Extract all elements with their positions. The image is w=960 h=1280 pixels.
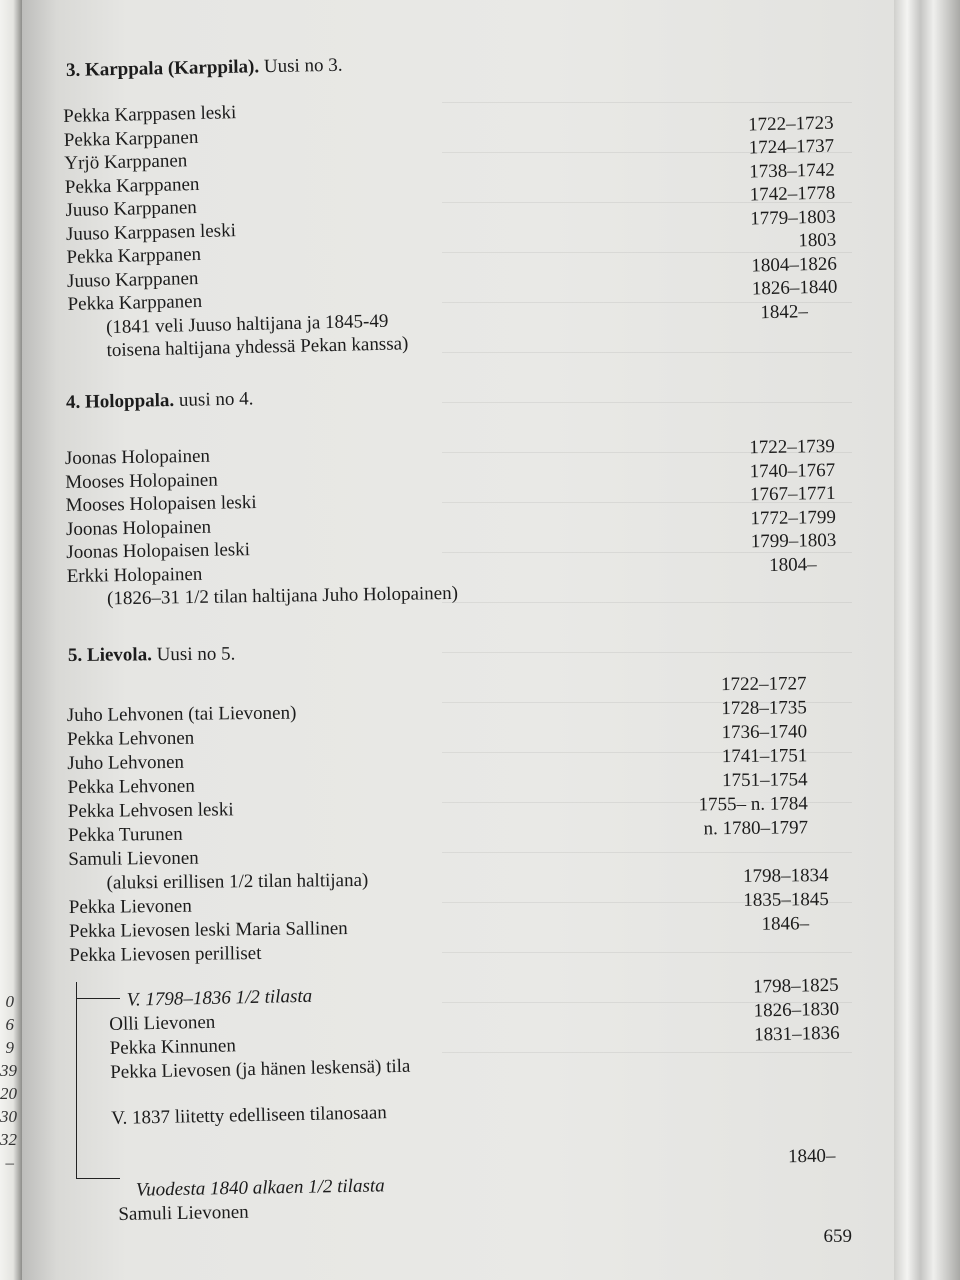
note-dates: 1798–1834 xyxy=(742,865,829,887)
holder-name: Olli Lievonen xyxy=(109,1011,216,1036)
margin-number: 39 xyxy=(0,1061,17,1080)
holder-dates: 1724–1737 xyxy=(748,135,835,159)
holder-name: Joonas Holopainen xyxy=(64,445,211,470)
margin-number: 30 xyxy=(0,1107,17,1126)
section-number: 5. xyxy=(67,644,83,666)
section-suffix: uusi no 4. xyxy=(178,388,254,411)
branch-note: V. 1837 liitetty edelliseen tilanosaan xyxy=(110,1102,387,1129)
holder-dates: 1846– xyxy=(761,913,810,935)
holder-name: Pekka Lievosen perilliset xyxy=(69,942,262,966)
holder-name: Pekka Karppanen xyxy=(66,243,202,268)
holder-dates: 1798–1825 xyxy=(752,974,839,998)
section-lievola xyxy=(68,645,888,969)
holder-dates: 1755– n. 1784 xyxy=(698,793,808,816)
margin-number: – xyxy=(5,1153,14,1172)
branch-b xyxy=(118,1145,878,1228)
holder-dates: 1742–1778 xyxy=(749,182,836,206)
holder-name: Pekka Lehvonen xyxy=(67,775,195,799)
holder-name: Juuso Karppanen xyxy=(65,197,198,222)
holder-name: Joonas Holopainen xyxy=(65,516,212,540)
holder-dates: 1767–1771 xyxy=(749,482,836,506)
branch-a-list xyxy=(109,975,842,1132)
holder-list xyxy=(66,673,859,969)
holder-dates: 1722–1739 xyxy=(749,435,835,459)
holder-name: Juuso Karppanen xyxy=(66,267,199,292)
holder-name: Pekka Karppanen xyxy=(63,126,199,151)
holder-dates: 1826–1840 xyxy=(751,276,838,300)
holder-name: Pekka Karppanen xyxy=(64,173,200,198)
holder-name: Mooses Holopaisen leski xyxy=(65,492,257,517)
holder-name: Pekka Karppanen xyxy=(67,290,203,315)
holder-dates: 1804– xyxy=(768,553,817,576)
branch-b-list xyxy=(117,1145,836,1228)
note-line: toisena haltijana yhdessä Pekan kanssa) xyxy=(106,333,409,362)
holder-dates: 1736–1740 xyxy=(721,721,808,744)
holder-dates: 1741–1751 xyxy=(721,745,808,768)
margin-number: 6 xyxy=(5,1015,14,1034)
margin-number: 9 xyxy=(5,1038,14,1057)
section-holoppala xyxy=(64,388,886,613)
holder-name: Pekka Lehvonen xyxy=(66,727,195,751)
branch-a xyxy=(109,974,870,1132)
holder-name: Pekka Lehvosen leski xyxy=(67,799,234,823)
holder-dates: 1803 xyxy=(798,229,837,252)
holder-dates: 1728–1735 xyxy=(721,697,807,720)
holder-name: Joonas Holopaisen leski xyxy=(66,539,251,563)
holder-dates: 1831–1836 xyxy=(753,1022,840,1046)
holder-dates: 1779–1803 xyxy=(750,206,837,229)
section-number: 3. xyxy=(65,59,81,81)
section-heading xyxy=(66,376,886,414)
note-dates: 1842– xyxy=(760,300,809,323)
section-name: Lievola. xyxy=(86,644,153,666)
holder-name: Mooses Holopainen xyxy=(65,469,218,493)
section-suffix: Uusi no 5. xyxy=(156,643,236,666)
holder-list xyxy=(65,435,887,612)
page-stack-edge xyxy=(894,0,960,1280)
holder-name: Juho Lehvonen xyxy=(67,751,185,775)
holder-dates: 1751–1754 xyxy=(721,769,808,792)
branch-connector xyxy=(76,1178,120,1179)
branch-bracket xyxy=(76,982,77,1178)
branch-title: Vuodesta 1840 alkaen 1/2 tilasta xyxy=(135,1175,385,1201)
note-line: (aluksi erillisen 1/2 tilan haltijana) xyxy=(106,869,369,894)
holder-name: Juuso Karppasen leski xyxy=(65,219,237,245)
holder-name: Pekka Karppasen leski xyxy=(63,102,237,128)
holder-name: Pekka Lievosen (ja hänen leskensä) tila xyxy=(110,1055,411,1083)
branch-dates: 1840– xyxy=(787,1145,836,1168)
holder-name: Pekka Kinnunen xyxy=(109,1035,237,1060)
page-content xyxy=(22,0,894,1280)
holder-dates: 1738–1742 xyxy=(748,159,835,182)
holder-dates: 1835–1845 xyxy=(743,889,829,911)
holder-name: Pekka Lievonen xyxy=(68,895,192,918)
margin-number: 32 xyxy=(0,1130,17,1149)
holder-dates: 1799–1803 xyxy=(750,529,837,553)
holder-dates: 1740–1767 xyxy=(749,459,836,482)
left-margin-numbers xyxy=(0,990,17,1174)
section-heading xyxy=(66,44,886,82)
margin-number: 20 xyxy=(0,1084,17,1103)
section-number: 4. xyxy=(65,391,81,413)
holder-name: Erkki Holopainen xyxy=(66,563,203,587)
holder-dates: 1722–1723 xyxy=(747,112,834,135)
margin-number: 0 xyxy=(5,992,14,1011)
branch-title: V. 1798–1836 1/2 tilasta xyxy=(126,985,313,1011)
holder-name: Yrjö Karppanen xyxy=(64,150,188,175)
section-name: Holoppala. xyxy=(84,389,175,413)
holder-name: Juho Lehvonen (tai Lievonen) xyxy=(66,702,297,727)
holder-list xyxy=(63,87,889,364)
holder-name: Samuli Lievonen xyxy=(118,1201,249,1225)
section-name: Karppala (Karppila). xyxy=(84,56,260,81)
left-page-edge xyxy=(0,0,22,1280)
section-heading xyxy=(68,638,888,667)
holder-dates: 1772–1799 xyxy=(750,506,837,529)
holder-name: Pekka Turunen xyxy=(68,823,183,846)
holder-dates: 1826–1830 xyxy=(753,998,840,1022)
note-line: (1826–31 1/2 tilan haltijana Juho Holopainen) xyxy=(106,582,459,610)
section-karppala xyxy=(63,54,886,365)
holder-dates: n. 1780–1797 xyxy=(703,817,809,840)
note-line: (1841 veli Juuso haltijana ja 1845-49 xyxy=(105,310,389,338)
section-suffix: Uusi no 3. xyxy=(263,54,343,78)
holder-dates: 1804–1826 xyxy=(751,253,838,276)
holder-dates: 1722–1727 xyxy=(720,673,807,696)
book-page xyxy=(22,0,894,1280)
holder-name: Samuli Lievonen xyxy=(68,847,199,870)
page-number: 659 xyxy=(823,1226,852,1247)
holder-name: Pekka Lievosen leski Maria Sallinen xyxy=(69,918,348,942)
